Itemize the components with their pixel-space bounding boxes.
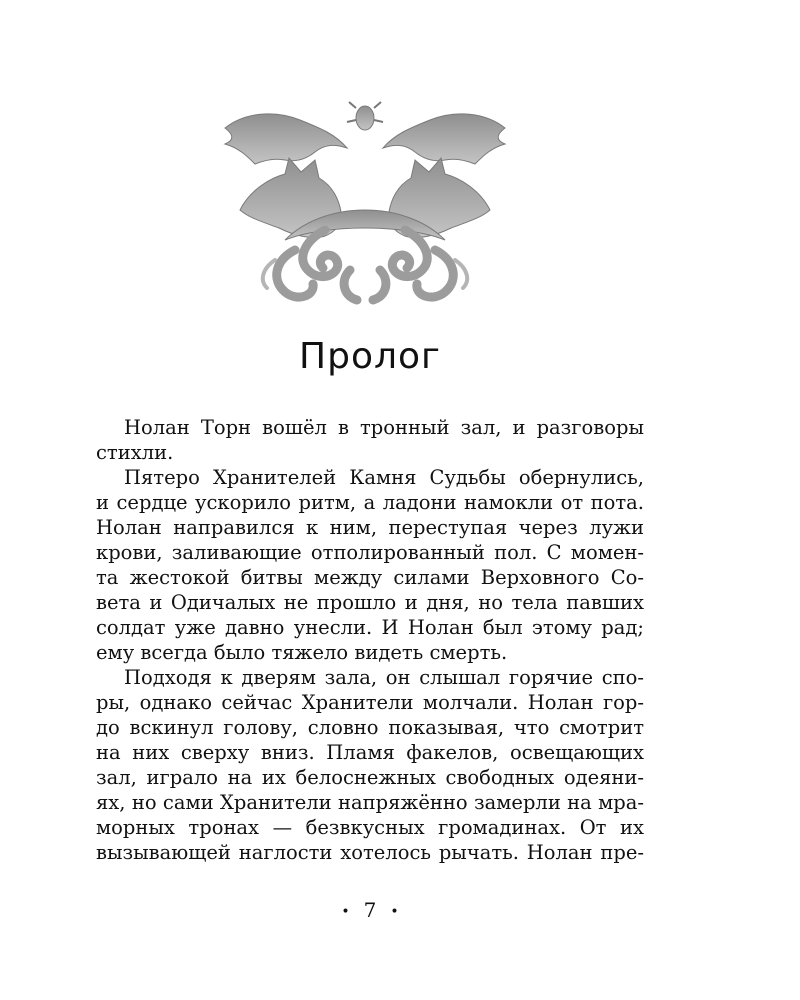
text-line: солдат уже давно унесли. И Нолан был этому рад; (96, 616, 644, 639)
text-line: вызывающей наглости хотелось рычать. Нолан пре- (96, 841, 644, 864)
text-line: та жестокой битвы между силами Верховного Со- (96, 566, 644, 589)
text-line: Пятеро Хранителей Камня Судьбы обернулись, (124, 466, 644, 489)
text-line: до вскинул голову, словно показывая, что смотрит (96, 716, 644, 739)
text-line: вета и Одичалых не прошло и дня, но тела павших (96, 591, 644, 614)
text-line: Нолан направился к ним, переступая через лужи (96, 516, 644, 539)
text-line: ему всегда было тяжело видеть смерть. (96, 641, 508, 664)
chapter-title: Пролог (299, 336, 441, 378)
text-line: стихли. (96, 441, 174, 464)
text-line: Подходя к дверям зала, он слышал горячие спо- (124, 666, 644, 689)
folio-dot-icon: • (390, 903, 399, 920)
page-footer (0, 898, 740, 922)
text-line: ры, однако сейчас Хранители молчали. Нолан гор- (96, 691, 644, 714)
text-line: ях, но сами Хранители напряжённо замерли на мра- (96, 791, 644, 814)
text-line: и сердце ускорило ритм, а ладони намокли от пота. (96, 491, 644, 514)
body-text (96, 415, 644, 865)
text-line: на них сверху вниз. Пламя факелов, освещающих (96, 741, 644, 764)
text-line: зал, играло на их белоснежных свободных одеяни- (96, 766, 644, 789)
text-line: крови, заливающие отполированный пол. С момен- (96, 541, 644, 564)
folio-dot-icon: • (341, 903, 350, 920)
chapter-emblem-icon (215, 100, 515, 310)
text-line: Нолан Торн вошёл в тронный зал, и разговоры (124, 416, 644, 439)
text-line: морных тронах — безвкусных громадинах. От их (96, 816, 644, 839)
page-number: 7 (363, 898, 377, 922)
